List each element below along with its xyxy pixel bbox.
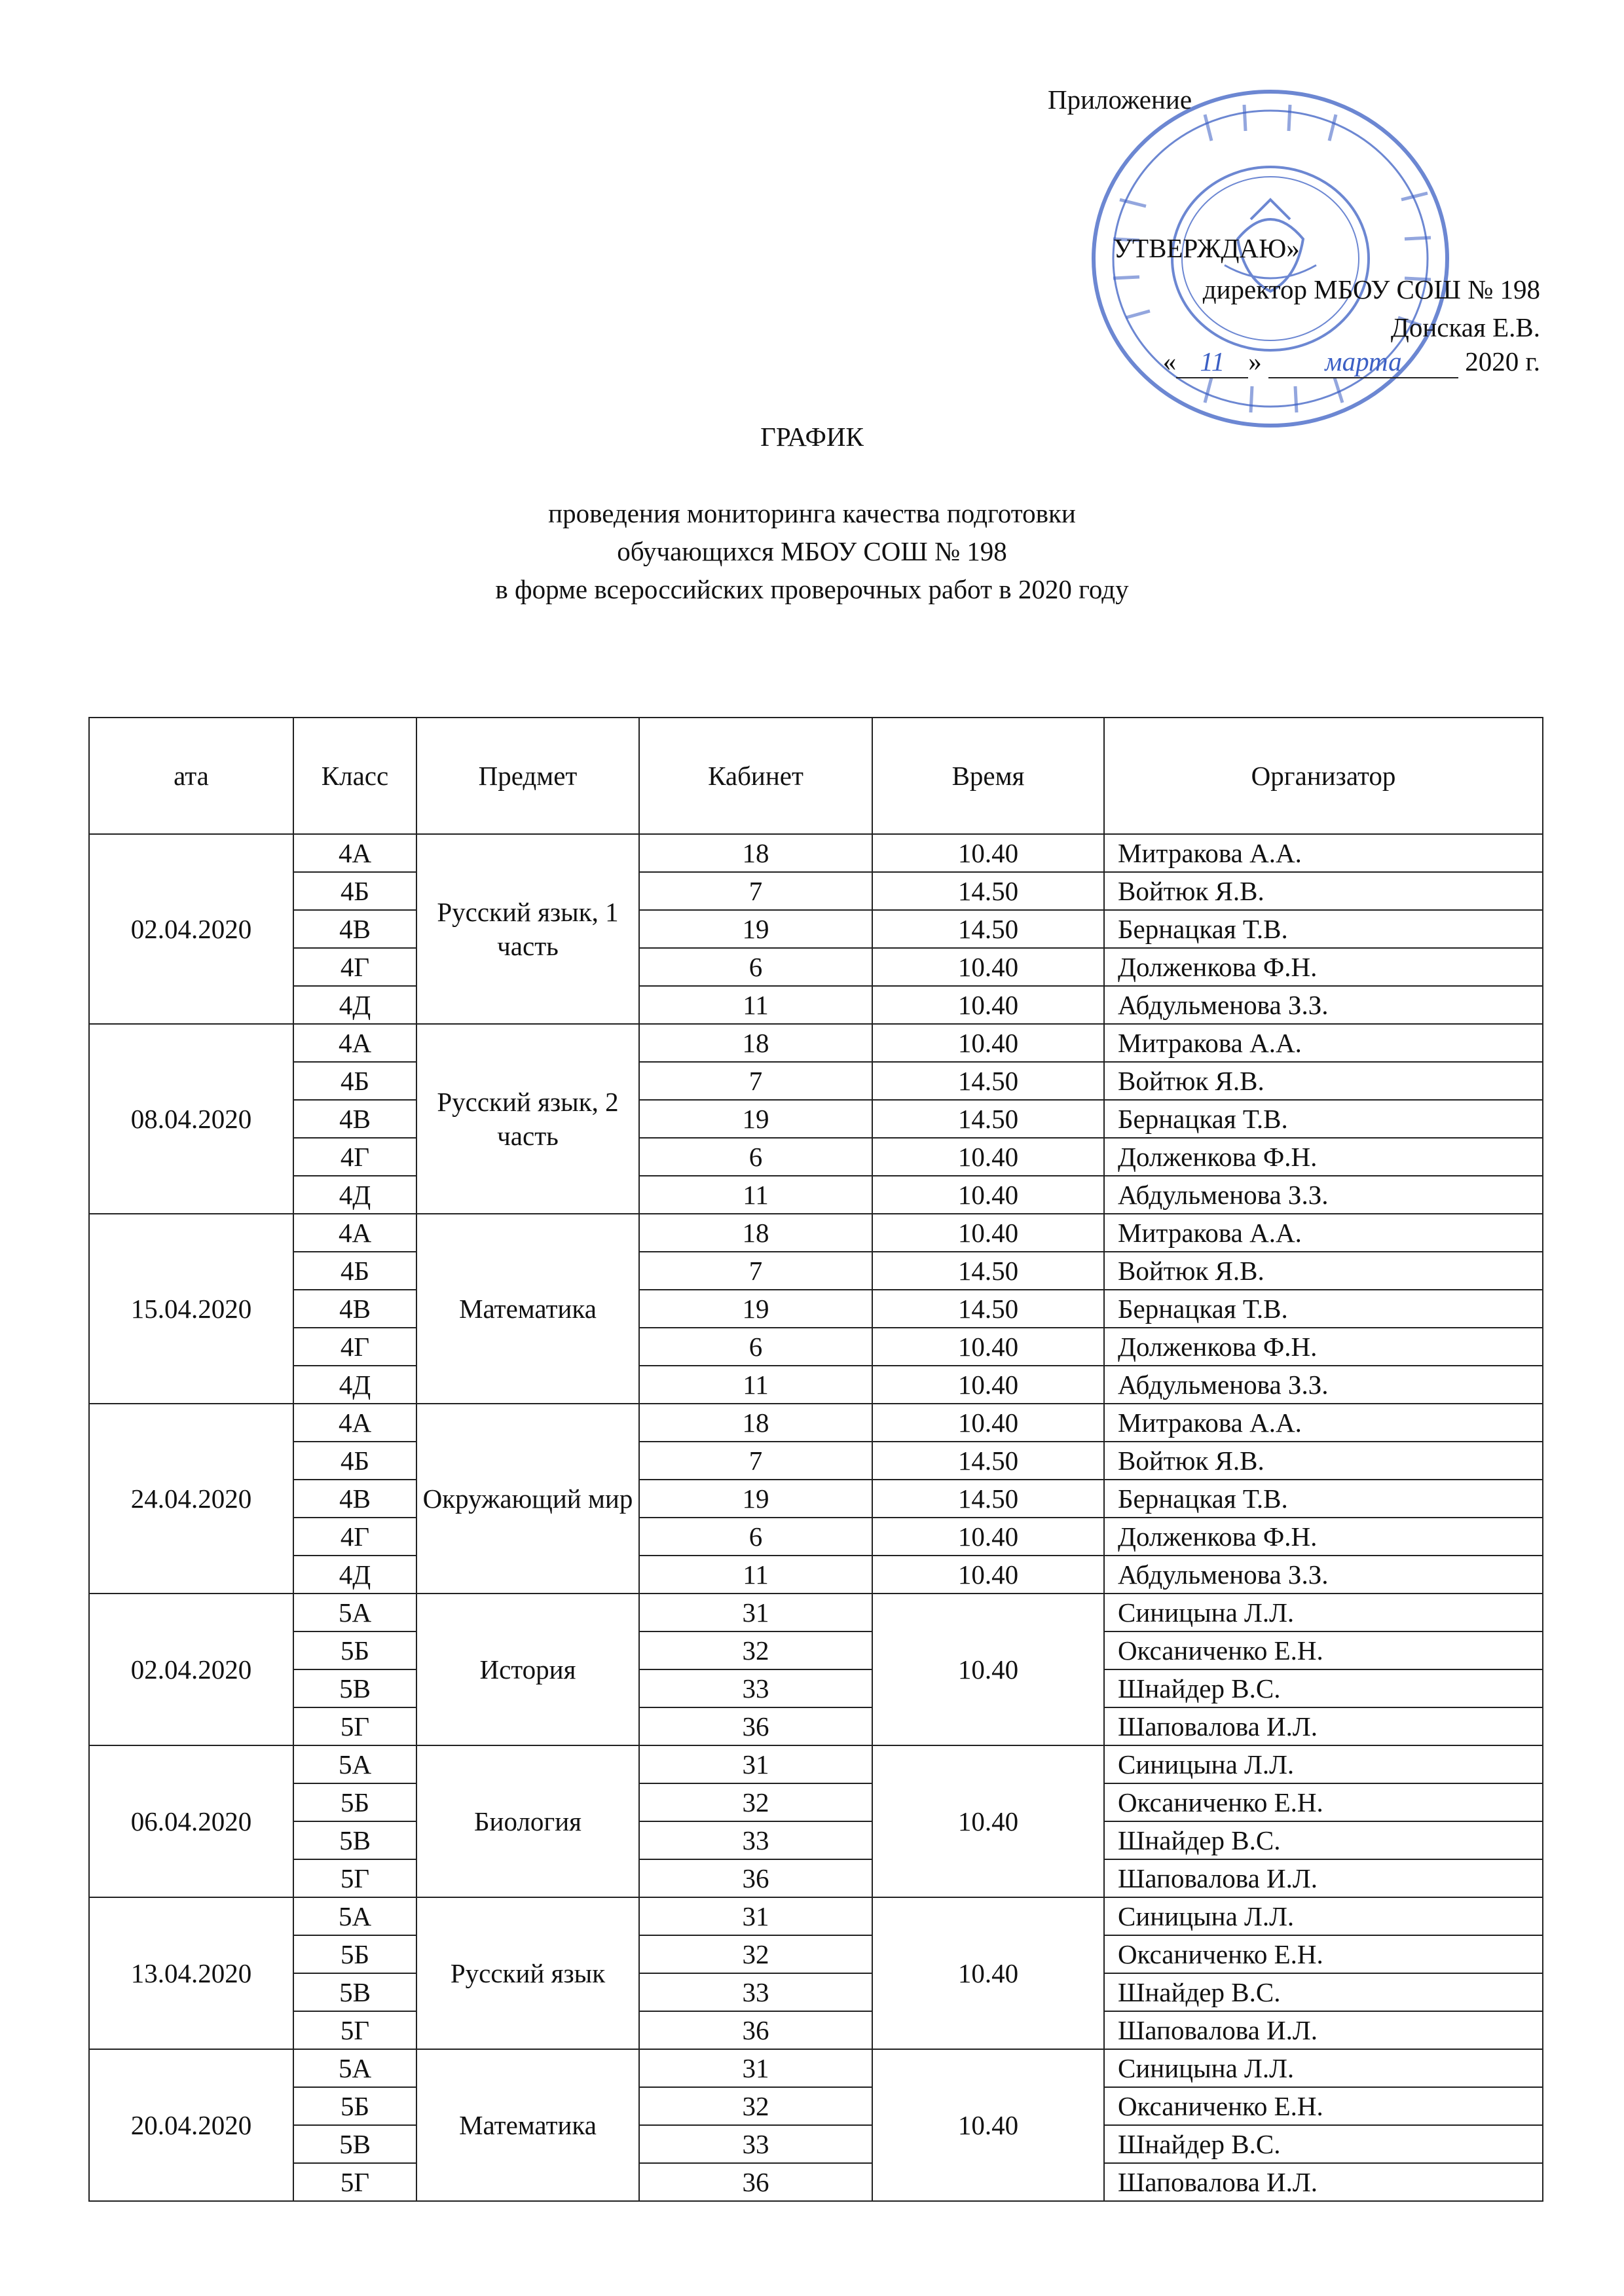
organizer-cell: Шаповалова И.Л. xyxy=(1104,1859,1543,1897)
table-row xyxy=(89,1366,1543,1404)
organizer-cell: Шнайдер В.С. xyxy=(1104,1669,1543,1707)
table-row xyxy=(89,1745,1543,1783)
schedule-body xyxy=(89,834,1543,2201)
class-cell: 5Г xyxy=(293,2011,416,2049)
column-header-room: Кабинет xyxy=(639,718,872,834)
table-row xyxy=(89,1669,1543,1707)
room-cell: 33 xyxy=(639,2125,872,2163)
organizer-cell: Синицына Л.Л. xyxy=(1104,1594,1543,1631)
subject-cell: Русский язык, 2 часть xyxy=(416,1024,639,1214)
time-cell: 10.40 xyxy=(872,1518,1104,1556)
class-cell: 4А xyxy=(293,1214,416,1252)
room-cell: 36 xyxy=(639,2011,872,2049)
room-cell: 31 xyxy=(639,1745,872,1783)
table-row xyxy=(89,1935,1543,1973)
time-cell: 14.50 xyxy=(872,910,1104,948)
organizer-cell: Шаповалова И.Л. xyxy=(1104,2163,1543,2201)
time-cell: 10.40 xyxy=(872,1366,1104,1404)
table-row xyxy=(89,1024,1543,1062)
room-cell: 6 xyxy=(639,1518,872,1556)
time-cell: 10.40 xyxy=(872,1745,1104,1897)
room-cell: 32 xyxy=(639,1935,872,1973)
time-cell: 10.40 xyxy=(872,1328,1104,1366)
class-cell: 5Б xyxy=(293,2087,416,2125)
room-cell: 11 xyxy=(639,986,872,1024)
time-cell: 10.40 xyxy=(872,1594,1104,1745)
date-day: 11 xyxy=(1176,346,1248,378)
date-cell: 06.04.2020 xyxy=(89,1745,293,1897)
room-cell: 19 xyxy=(639,1480,872,1518)
date-close-quote: » xyxy=(1248,346,1262,376)
class-cell: 4Б xyxy=(293,872,416,910)
class-cell: 5А xyxy=(293,1594,416,1631)
time-cell: 10.40 xyxy=(872,1404,1104,1442)
subject-cell: Математика xyxy=(416,2049,639,2201)
director-name: Донская Е.В. xyxy=(1390,312,1540,342)
organizer-cell: Митракова А.А. xyxy=(1104,1024,1543,1062)
class-cell: 4Д xyxy=(293,1556,416,1594)
room-cell: 36 xyxy=(639,2163,872,2201)
time-cell: 14.50 xyxy=(872,1062,1104,1100)
class-cell: 4В xyxy=(293,1100,416,1138)
organizer-cell: Шаповалова И.Л. xyxy=(1104,1707,1543,1745)
schedule-table xyxy=(88,717,1543,2202)
organizer-cell: Войтюк Я.В. xyxy=(1104,1062,1543,1100)
organizer-cell: Митракова А.А. xyxy=(1104,834,1543,872)
date-cell: 02.04.2020 xyxy=(89,1594,293,1745)
approve-label: УТВЕРЖДАЮ» xyxy=(1113,233,1300,263)
room-cell: 18 xyxy=(639,1214,872,1252)
table-row xyxy=(89,1707,1543,1745)
room-cell: 18 xyxy=(639,1024,872,1062)
time-cell: 14.50 xyxy=(872,1442,1104,1480)
column-header-class: Класс xyxy=(293,718,416,834)
class-cell: 5А xyxy=(293,1897,416,1935)
room-cell: 18 xyxy=(639,1404,872,1442)
room-cell: 33 xyxy=(639,1973,872,2011)
table-row xyxy=(89,1404,1543,1442)
room-cell: 11 xyxy=(639,1556,872,1594)
subject-cell: История xyxy=(416,1594,639,1745)
room-cell: 19 xyxy=(639,1290,872,1328)
table-row xyxy=(89,986,1543,1024)
class-cell: 5Г xyxy=(293,2163,416,2201)
time-cell: 10.40 xyxy=(872,1214,1104,1252)
table-row xyxy=(89,1594,1543,1631)
subject-cell: Биология xyxy=(416,1745,639,1897)
organizer-cell: Шаповалова И.Л. xyxy=(1104,2011,1543,2049)
class-cell: 4В xyxy=(293,910,416,948)
room-cell: 32 xyxy=(639,1783,872,1821)
organizer-cell: Митракова А.А. xyxy=(1104,1214,1543,1252)
room-cell: 6 xyxy=(639,948,872,986)
time-cell: 14.50 xyxy=(872,1100,1104,1138)
organizer-cell: Оксаниченко Е.Н. xyxy=(1104,1631,1543,1669)
class-cell: 5Б xyxy=(293,1631,416,1669)
subject-cell: Русский язык xyxy=(416,1897,639,2049)
date-cell: 13.04.2020 xyxy=(89,1897,293,2049)
class-cell: 4Б xyxy=(293,1252,416,1290)
table-row xyxy=(89,1100,1543,1138)
room-cell: 36 xyxy=(639,1859,872,1897)
table-row xyxy=(89,1821,1543,1859)
table-row xyxy=(89,1897,1543,1935)
class-cell: 5В xyxy=(293,2125,416,2163)
class-cell: 4Г xyxy=(293,1138,416,1176)
table-row xyxy=(89,2011,1543,2049)
organizer-cell: Оксаниченко Е.Н. xyxy=(1104,2087,1543,2125)
table-row xyxy=(89,872,1543,910)
table-row xyxy=(89,2049,1543,2087)
room-cell: 36 xyxy=(639,1707,872,1745)
room-cell: 11 xyxy=(639,1366,872,1404)
date-month: марта xyxy=(1268,346,1458,378)
class-cell: 5В xyxy=(293,1669,416,1707)
class-cell: 4Б xyxy=(293,1062,416,1100)
table-row xyxy=(89,1176,1543,1214)
room-cell: 19 xyxy=(639,1100,872,1138)
organizer-cell: Бернацкая Т.В. xyxy=(1104,910,1543,948)
room-cell: 7 xyxy=(639,1062,872,1100)
organizer-cell: Бернацкая Т.В. xyxy=(1104,1100,1543,1138)
room-cell: 7 xyxy=(639,872,872,910)
class-cell: 5Б xyxy=(293,1935,416,1973)
table-row xyxy=(89,2125,1543,2163)
room-cell: 33 xyxy=(639,1821,872,1859)
organizer-cell: Долженкова Ф.Н. xyxy=(1104,1518,1543,1556)
time-cell: 10.40 xyxy=(872,948,1104,986)
date-cell: 08.04.2020 xyxy=(89,1024,293,1214)
class-cell: 4Г xyxy=(293,1328,416,1366)
table-row xyxy=(89,1328,1543,1366)
table-row xyxy=(89,2087,1543,2125)
class-cell: 4Д xyxy=(293,986,416,1024)
room-cell: 32 xyxy=(639,2087,872,2125)
table-row xyxy=(89,1290,1543,1328)
time-cell: 10.40 xyxy=(872,1176,1104,1214)
class-cell: 5В xyxy=(293,1821,416,1859)
date-cell: 15.04.2020 xyxy=(89,1214,293,1404)
organizer-cell: Оксаниченко Е.Н. xyxy=(1104,1783,1543,1821)
organizer-cell: Оксаниченко Е.Н. xyxy=(1104,1935,1543,1973)
class-cell: 5Г xyxy=(293,1859,416,1897)
organizer-cell: Бернацкая Т.В. xyxy=(1104,1480,1543,1518)
time-cell: 10.40 xyxy=(872,986,1104,1024)
appendix-label: Приложение xyxy=(1048,84,1192,115)
date-open-quote: « xyxy=(1162,346,1177,376)
class-cell: 4А xyxy=(293,1404,416,1442)
class-cell: 5Г xyxy=(293,1707,416,1745)
class-cell: 4Г xyxy=(293,948,416,986)
time-cell: 10.40 xyxy=(872,1897,1104,2049)
subtitle-line-3: в форме всероссийских проверочных работ в 2020 году xyxy=(495,574,1129,604)
room-cell: 6 xyxy=(639,1328,872,1366)
organizer-cell: Долженкова Ф.Н. xyxy=(1104,948,1543,986)
room-cell: 31 xyxy=(639,1594,872,1631)
table-row xyxy=(89,1062,1543,1100)
organizer-cell: Войтюк Я.В. xyxy=(1104,1252,1543,1290)
date-cell: 20.04.2020 xyxy=(89,2049,293,2201)
class-cell: 5Б xyxy=(293,1783,416,1821)
table-row xyxy=(89,1859,1543,1897)
organizer-cell: Абдульменова З.З. xyxy=(1104,986,1543,1024)
organizer-cell: Абдульменова З.З. xyxy=(1104,1176,1543,1214)
time-cell: 14.50 xyxy=(872,1252,1104,1290)
class-cell: 5А xyxy=(293,2049,416,2087)
class-cell: 4Б xyxy=(293,1442,416,1480)
time-cell: 10.40 xyxy=(872,2049,1104,2201)
table-row xyxy=(89,1442,1543,1480)
organizer-cell: Долженкова Ф.Н. xyxy=(1104,1328,1543,1366)
room-cell: 11 xyxy=(639,1176,872,1214)
class-cell: 5В xyxy=(293,1973,416,2011)
table-row xyxy=(89,1480,1543,1518)
time-cell: 10.40 xyxy=(872,834,1104,872)
table-row xyxy=(89,1518,1543,1556)
time-cell: 10.40 xyxy=(872,1138,1104,1176)
subtitle-line-1: проведения мониторинга качества подготовки xyxy=(548,498,1076,528)
room-cell: 7 xyxy=(639,1442,872,1480)
table-row xyxy=(89,2163,1543,2201)
table-row xyxy=(89,1631,1543,1669)
time-cell: 14.50 xyxy=(872,1290,1104,1328)
table-row xyxy=(89,1783,1543,1821)
organizer-cell: Долженкова Ф.Н. xyxy=(1104,1138,1543,1176)
organizer-cell: Синицына Л.Л. xyxy=(1104,1745,1543,1783)
room-cell: 32 xyxy=(639,1631,872,1669)
time-cell: 14.50 xyxy=(872,872,1104,910)
organizer-cell: Войтюк Я.В. xyxy=(1104,1442,1543,1480)
room-cell: 31 xyxy=(639,2049,872,2087)
organizer-cell: Абдульменова З.З. xyxy=(1104,1556,1543,1594)
organizer-cell: Синицына Л.Л. xyxy=(1104,2049,1543,2087)
director-position: директор МБОУ СОШ № 198 xyxy=(1202,274,1540,304)
room-cell: 19 xyxy=(639,910,872,948)
organizer-cell: Синицына Л.Л. xyxy=(1104,1897,1543,1935)
table-row xyxy=(89,834,1543,872)
organizer-cell: Абдульменова З.З. xyxy=(1104,1366,1543,1404)
column-header-organizer: Организатор xyxy=(1104,718,1543,834)
class-cell: 4А xyxy=(293,834,416,872)
table-row xyxy=(89,1973,1543,2011)
class-cell: 4В xyxy=(293,1480,416,1518)
room-cell: 18 xyxy=(639,834,872,872)
table-row xyxy=(89,1138,1543,1176)
organizer-cell: Митракова А.А. xyxy=(1104,1404,1543,1442)
table-header-row xyxy=(89,718,1543,834)
subject-cell: Русский язык, 1 часть xyxy=(416,834,639,1024)
organizer-cell: Шнайдер В.С. xyxy=(1104,1973,1543,2011)
organizer-cell: Шнайдер В.С. xyxy=(1104,1821,1543,1859)
approval-date xyxy=(1163,346,1540,378)
room-cell: 7 xyxy=(639,1252,872,1290)
class-cell: 4Д xyxy=(293,1176,416,1214)
column-header-time: Время xyxy=(872,718,1104,834)
organizer-cell: Войтюк Я.В. xyxy=(1104,872,1543,910)
column-header-subject: Предмет xyxy=(416,718,639,834)
room-cell: 33 xyxy=(639,1669,872,1707)
date-cell: 24.04.2020 xyxy=(89,1404,293,1594)
organizer-cell: Шнайдер В.С. xyxy=(1104,2125,1543,2163)
room-cell: 6 xyxy=(639,1138,872,1176)
table-row xyxy=(89,910,1543,948)
organizer-cell: Бернацкая Т.В. xyxy=(1104,1290,1543,1328)
document-title: ГРАФИК xyxy=(760,422,864,452)
date-cell: 02.04.2020 xyxy=(89,834,293,1024)
time-cell: 10.40 xyxy=(872,1556,1104,1594)
time-cell: 10.40 xyxy=(872,1024,1104,1062)
date-year: 2020 г. xyxy=(1465,346,1540,376)
room-cell: 31 xyxy=(639,1897,872,1935)
class-cell: 4Г xyxy=(293,1518,416,1556)
subject-cell: Математика xyxy=(416,1214,639,1404)
class-cell: 4Д xyxy=(293,1366,416,1404)
table-row xyxy=(89,948,1543,986)
table-row xyxy=(89,1214,1543,1252)
class-cell: 4А xyxy=(293,1024,416,1062)
table-row xyxy=(89,1252,1543,1290)
class-cell: 4В xyxy=(293,1290,416,1328)
subject-cell: Окружающий мир xyxy=(416,1404,639,1594)
table-row xyxy=(89,1556,1543,1594)
subtitle-line-2: обучающихся МБОУ СОШ № 198 xyxy=(617,536,1007,566)
class-cell: 5А xyxy=(293,1745,416,1783)
column-header-date: ата xyxy=(89,718,293,834)
time-cell: 14.50 xyxy=(872,1480,1104,1518)
